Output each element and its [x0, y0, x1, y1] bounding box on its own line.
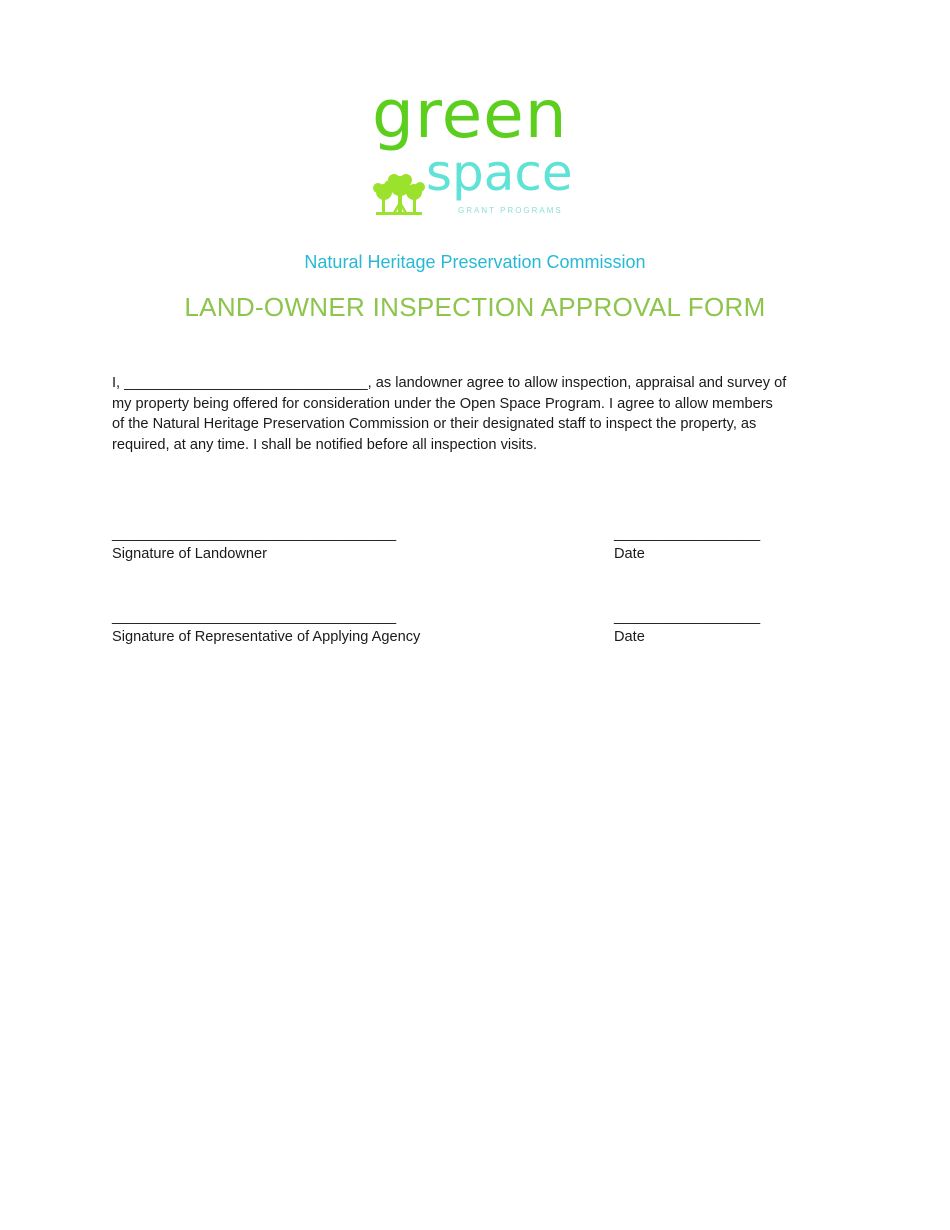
landowner-date-label: Date [614, 546, 645, 562]
logo-subtitle: GRANT PROGRAMS [458, 206, 563, 215]
agreement-paragraph [112, 373, 842, 456]
agreement-line: required, at any time. I shall be notified before all inspection visits. [112, 437, 538, 454]
organization-name: Natural Heritage Preservation Commission [304, 252, 646, 272]
landowner-date-line[interactable]: __________________ [614, 526, 761, 542]
landowner-signature-label: Signature of Landowner [112, 546, 267, 562]
green-space-logo [370, 76, 600, 222]
agency-date-label: Date [614, 629, 645, 645]
agreement-line: my property being offered for consideration under the Open Space Program. I agree to allow members [112, 395, 773, 412]
agreement-line: of the Natural Heritage Preservation Commission or their designated staff to inspect the property, as [112, 416, 757, 433]
trees-icon [370, 174, 428, 216]
agency-date-line[interactable]: __________________ [614, 609, 761, 625]
agency-signature-line[interactable]: ___________________________________ [112, 609, 397, 625]
form-title: LAND-OWNER INSPECTION APPROVAL FORM [184, 292, 766, 322]
logo-word-green: green [372, 76, 568, 153]
agency-signature-label: Signature of Representative of Applying Agency [112, 629, 421, 645]
logo-word-space: space [426, 144, 573, 202]
agreement-line: I, ______________________________, as landowner agree to allow inspection, appraisal and survey of [112, 375, 787, 391]
landowner-signature-line[interactable]: ___________________________________ [112, 526, 397, 542]
